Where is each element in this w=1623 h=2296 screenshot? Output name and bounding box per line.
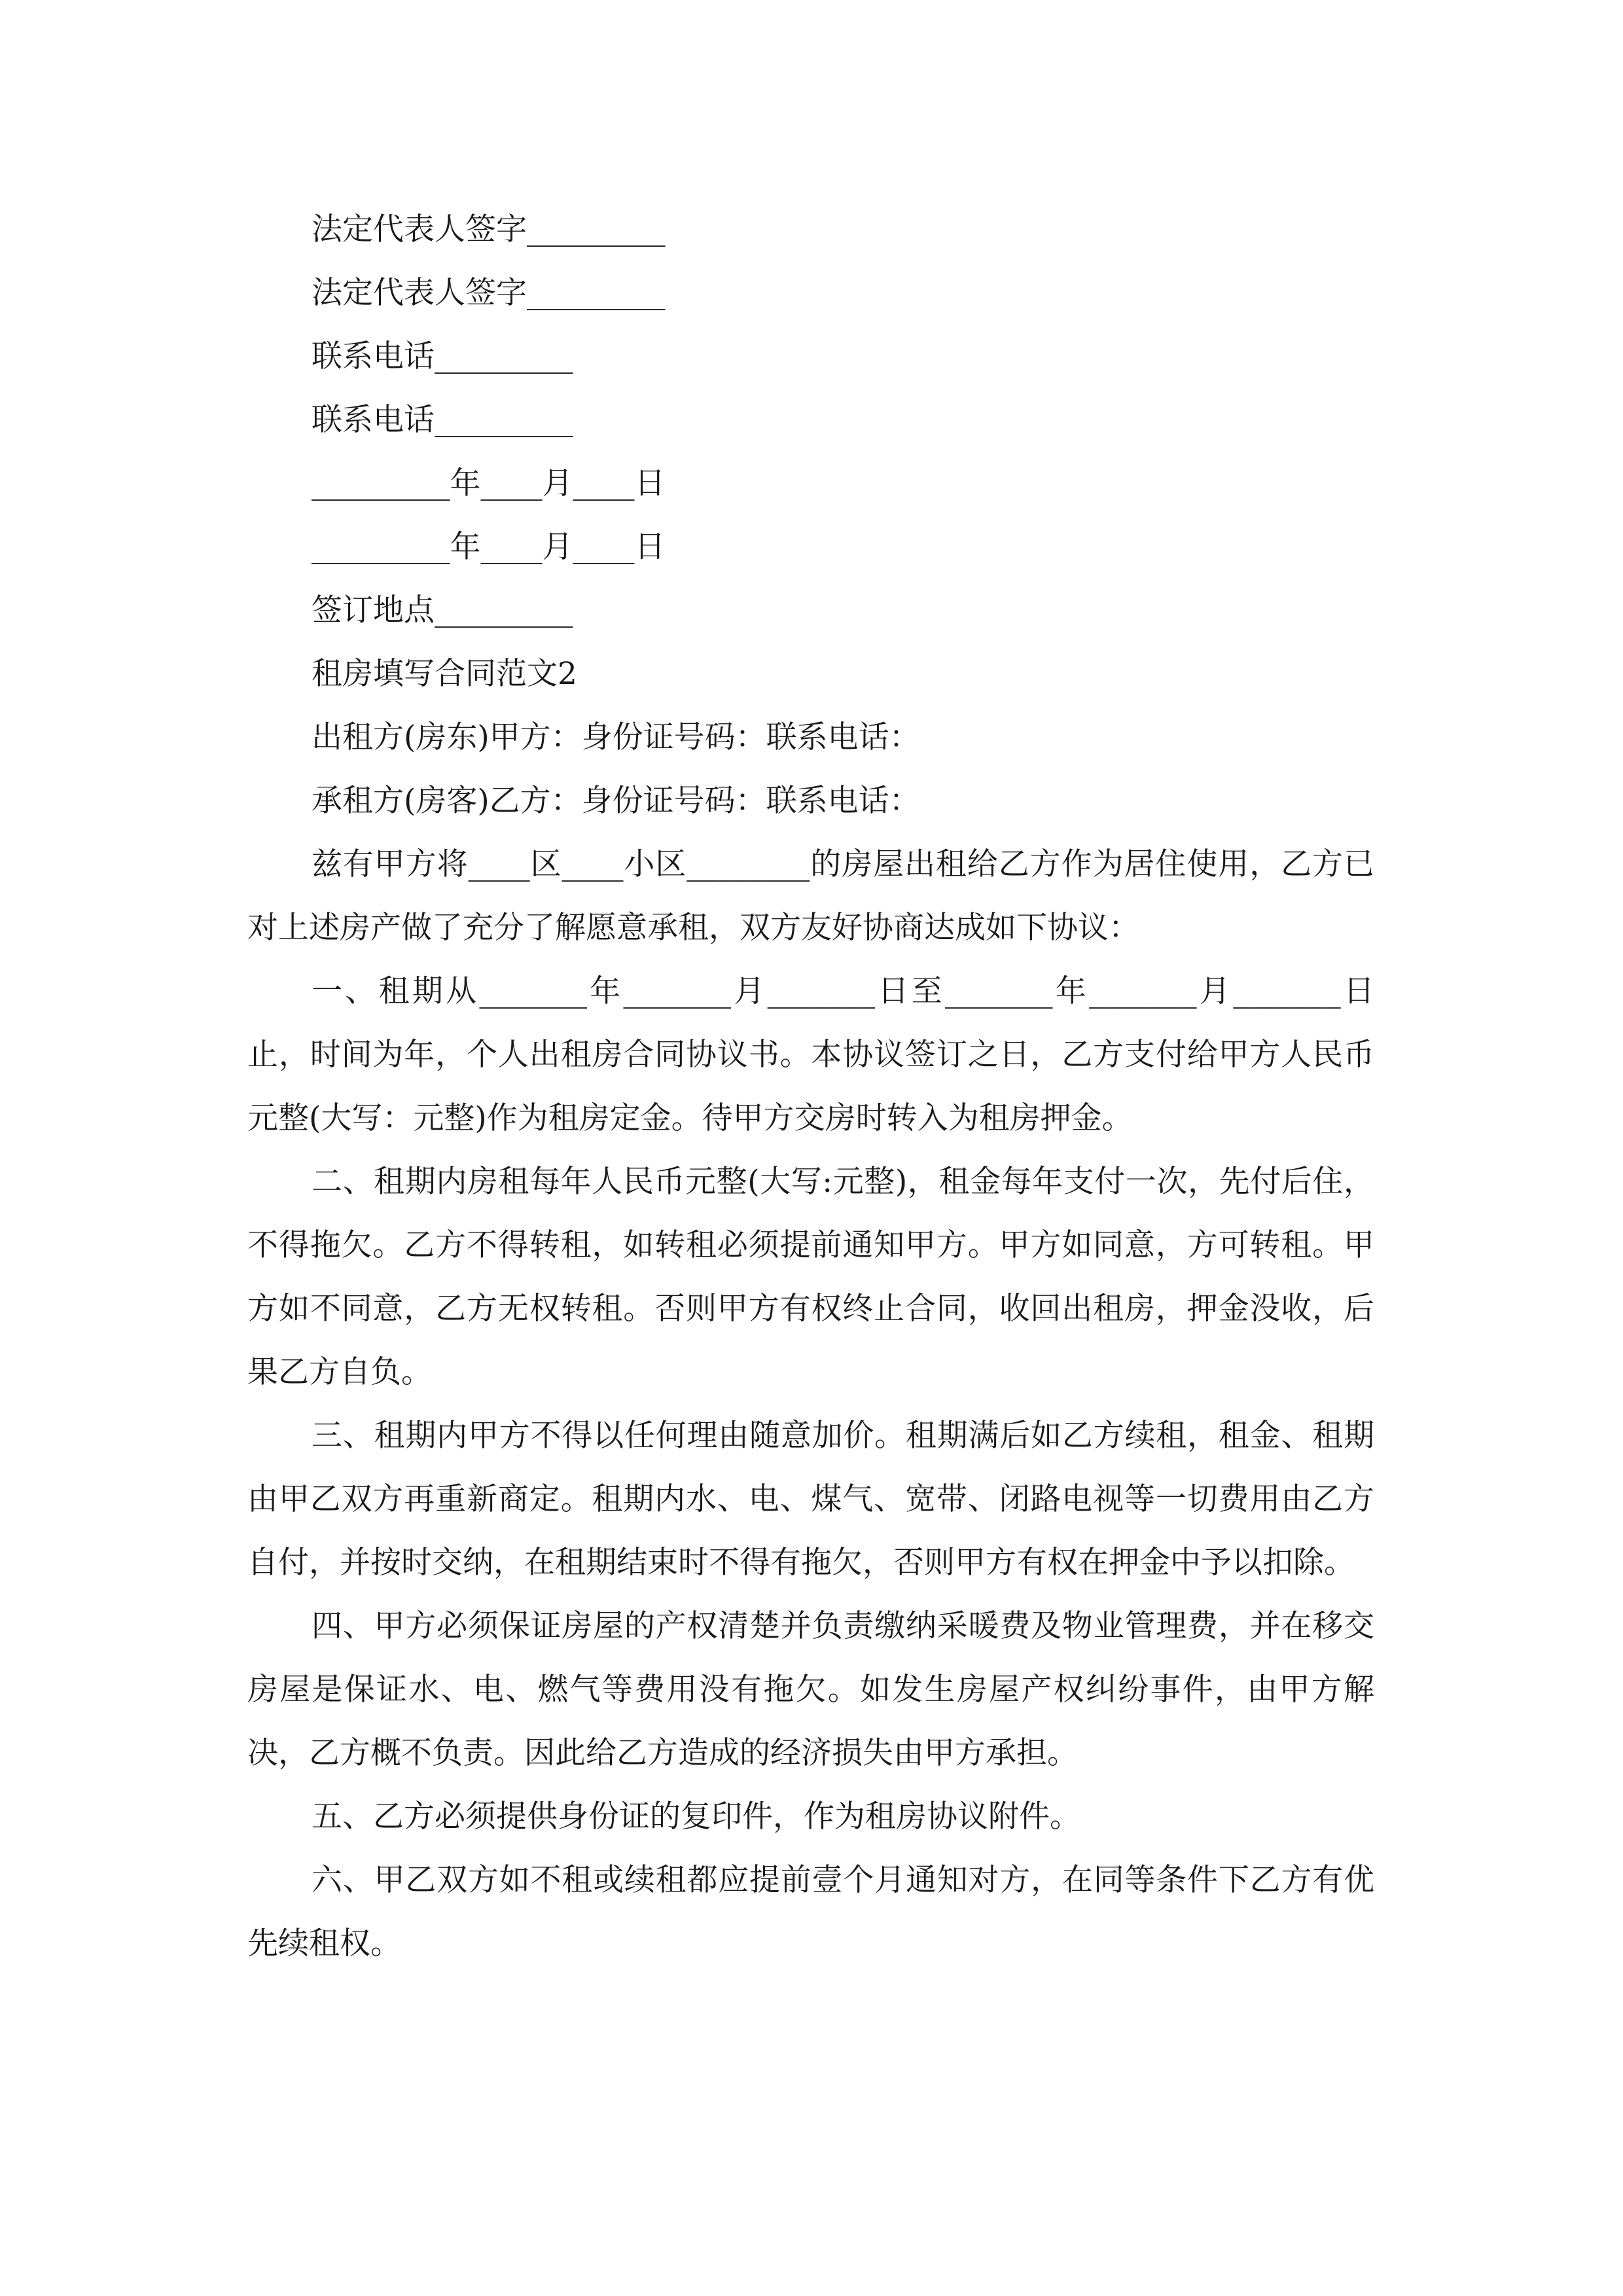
- date-line-b: _________年____月____日: [312, 529, 666, 565]
- party-b-line: 承租方(房客)乙方：身份证号码：联系电话：: [312, 783, 920, 819]
- intro-paragraph: 兹有甲方将____区____小区________的房屋出租给乙方作为居住使用，乙方已对上述房产做了充分了解愿意承租，双方友好协商达成如下协议：: [247, 846, 1374, 946]
- signature-line-legal-rep-a: 法定代表人签字_________: [312, 211, 666, 247]
- clause-6: 六、甲乙双方如不租或续租都应提前壹个月通知对方，在同等条件下乙方有优先续租权。: [247, 1862, 1374, 1962]
- signing-place-line: 签订地点_________: [312, 592, 573, 628]
- date-line-a: _________年____月____日: [312, 465, 666, 501]
- clause-3: 三、租期内甲方不得以任何理由随意加价。租期满后如乙方续租，租金、租期由甲乙双方再重新商定。租期内水、电、煤气、宽带、闭路电视等一切费用由乙方自付，并按时交纳，在租期结束时不得有拖欠，否则甲方有权在押金中予以扣除。: [247, 1418, 1374, 1581]
- clause-5: 五、乙方必须提供身份证的复印件，作为租房协议附件。: [312, 1799, 1080, 1835]
- signature-line-legal-rep-b: 法定代表人签字_________: [312, 275, 666, 311]
- phone-line-a: 联系电话_________: [312, 338, 573, 374]
- clause-2: 二、租期内房租每年人民币元整(大写:元整)，租金每年支付一次，先付后住，不得拖欠。乙方不得转租，如转租必须提前通知甲方。甲方如同意，方可转租。甲方如不同意，乙方无权转租。否则甲方有权终止合同，收回出租房，押金没收，后果乙方自负。: [247, 1164, 1374, 1390]
- contract-title: 租房填写合同范文2: [312, 656, 577, 692]
- clause-1: 一、租期从_______年_______月_______日至_______年_______月_______日止，时间为年，个人出租房合同协议书。本协议签订之日，乙方支付给甲方人民币元整(大写：元整)作为租房定金。待甲方交房时转入为租房押金。: [247, 973, 1374, 1136]
- phone-line-b: 联系电话_________: [312, 402, 573, 438]
- document-body: [247, 198, 1374, 1975]
- clause-4: 四、甲方必须保证房屋的产权清楚并负责缴纳采暖费及物业管理费，并在移交房屋是保证水、电、燃气等费用没有拖欠。如发生房屋产权纠纷事件，由甲方解决，乙方概不负责。因此给乙方造成的经济损失由甲方承担。: [247, 1608, 1374, 1771]
- party-a-line: 出租方(房东)甲方：身份证号码：联系电话：: [312, 719, 920, 755]
